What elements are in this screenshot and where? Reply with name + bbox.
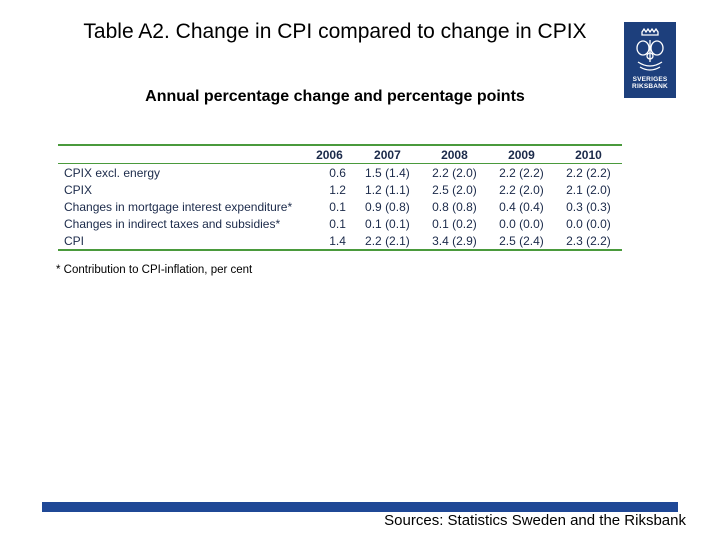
table-row [58,198,622,215]
logo-text-line1: SVERIGES [632,76,668,83]
header-cell: 2009 [508,148,535,162]
table-cell: 2.5 (2.4) [499,233,544,248]
row-label: Changes in mortgage interest expenditure* [64,199,293,214]
row-label: CPIX excl. energy [64,165,161,180]
page-title: Table A2. Change in CPI compared to change in CPIX [83,20,587,43]
table-cell: 1.4 [329,233,346,248]
footnote: * Contribution to CPI-inflation, per cent [56,264,253,276]
table-cell: 0.9 (0.8) [365,199,410,214]
row-label: CPIX [64,182,93,197]
header-cell: 2006 [316,148,343,162]
table-cell: 2.2 (2.1) [365,233,410,248]
row-label: Changes in indirect taxes and subsidies* [64,216,281,231]
table-cell: 2.1 (2.0) [566,182,611,197]
table-cell: 2.2 (2.0) [499,182,544,197]
table-cell: 2.5 (2.0) [432,182,477,197]
footer-bar [42,502,678,512]
table-row [58,181,622,198]
table-cell: 0.0 (0.0) [499,216,544,231]
table-cell: 0.1 [329,216,346,231]
table-cell: 0.4 (0.4) [499,199,544,214]
table-cell: 0.0 (0.0) [566,216,611,231]
table-row [58,232,622,250]
table-cell: 1.2 (1.1) [365,182,410,197]
table-cell: 0.1 (0.2) [432,216,477,231]
table-cell: 0.6 [329,165,346,180]
table-header-row [58,145,622,164]
header-cell: 2010 [575,148,602,162]
page-subtitle: Annual percentage change and percentage points [145,88,525,105]
table-row [58,215,622,232]
logo-text-line2: RIKSBANK [632,83,668,90]
table-cell: 3.4 (2.9) [432,233,477,248]
table-cell: 0.8 (0.8) [432,199,477,214]
table-cell: 2.2 (2.0) [432,165,477,180]
header-cell: 2007 [374,148,401,162]
table-cell: 0.1 [329,199,346,214]
header-cell: 2008 [441,148,468,162]
table-cell: 0.1 (0.1) [365,216,410,231]
table-cell: 1.5 (1.4) [365,165,410,180]
table-row [58,164,622,182]
table-cell: 2.3 (2.2) [566,233,611,248]
table-cell: 2.2 (2.2) [566,165,611,180]
row-label: CPI [64,233,85,248]
table-cell: 1.2 [329,182,346,197]
sources-text: Sources: Statistics Sweden and the Riksbank [384,512,686,529]
header-cell [58,145,305,164]
crest-icon [630,26,670,76]
table-cell: 0.3 (0.3) [566,199,611,214]
riksbank-logo [624,22,676,98]
table-cell: 2.2 (2.2) [499,165,544,180]
cpi-table [58,144,622,251]
